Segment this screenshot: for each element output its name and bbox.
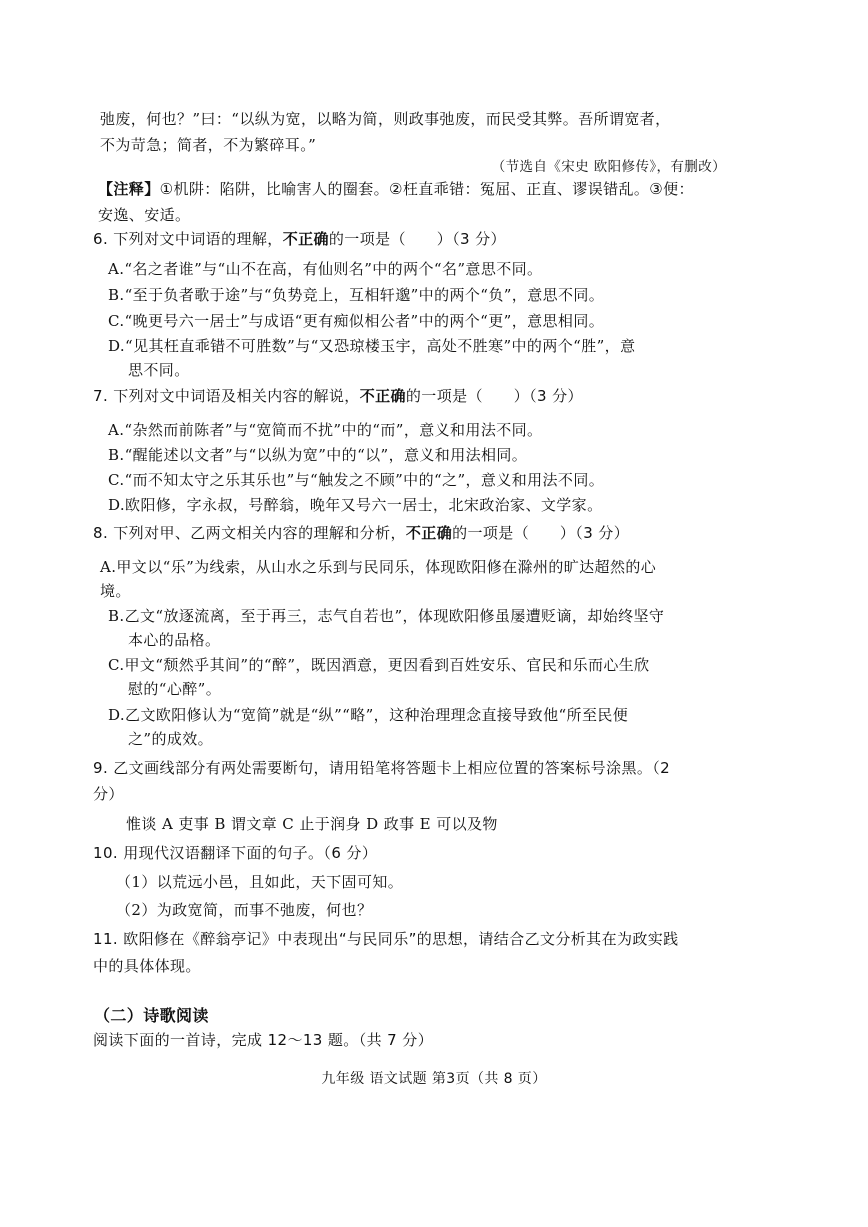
q10-sentence-1: （1）以荒远小邑，且如此，天下固可知。 [116, 873, 404, 891]
q8-option-b-line-1: B.乙文“放逐流离，至于再三，志气自若也”，体现欧阳修虽屡遭贬谪，却始终坚守 [108, 607, 665, 625]
passage-line-1: 弛废，何也？”曰：“以纵为宽，以略为简，则政事弛废，而民受其弊。吾所谓宽者， [100, 110, 671, 128]
q8-option-c-line-1: C.甲文“颓然乎其间”的“醉”，既因酒意，更因看到百姓安乐、官民和乐而心生欣 [108, 656, 650, 674]
q6-option-b: B.“至于负者歌于途”与“负势竞上，互相轩邈”中的两个“负”，意思不同。 [108, 286, 605, 304]
q7-option-b: B.“醒能述以文者”与“以纵为宽”中的“以”，意义和用法相同。 [108, 446, 528, 464]
passage-source: （节选自《宋史 欧阳修传》，有删改） [491, 159, 726, 175]
q8-stem-pre: 8. 下列对甲、乙两文相关内容的理解和分析， [93, 524, 406, 542]
notes-text-1: ①机阱：陷阱，比喻害人的圈套。②枉直乖错：冤屈、正直、谬误错乱。③便： [159, 180, 694, 198]
q11-stem-line-1: 11. 欧阳修在《醉翁亭记》中表现出“与民同乐”的思想，请结合乙文分析其在为政实践 [93, 930, 679, 948]
q6-stem-key: 不正确 [282, 230, 329, 248]
notes-label: 【注释】 [98, 180, 160, 198]
q6-option-d-line-1: D.“见其枉直乖错不可胜数”与“又恐琼楼玉宇，高处不胜寒”中的两个“胜”，意 [108, 337, 636, 355]
q8-option-a-line-1: A.甲文以“乐”为线索，从山水之乐到与民同乐，体现欧阳修在滁州的旷达超然的心 [100, 558, 657, 576]
q6-stem [93, 228, 506, 250]
q8-option-a-line-2: 境。 [100, 582, 131, 600]
q9-stem-line-2: 分） [93, 785, 124, 803]
q8-option-d-line-1: D.乙文欧阳修认为“宽简”就是“纵”“略”，这种治理理念直接导致他“所至民便 [108, 706, 629, 724]
q7-option-d: D.欧阳修，字永叔，号醉翁，晚年又号六一居士，北宋政治家、文学家。 [108, 496, 603, 514]
q10-stem: 10. 用现代汉语翻译下面的句子。（6 分） [93, 844, 378, 862]
q6-stem-pre: 6. 下列对文中词语的理解， [93, 230, 283, 248]
q9-sentence: 惟谈 A 吏事 B 谓文章 C 止于润身 D 政事 E 可以及物 [126, 815, 498, 833]
q6-option-a: A.“名之者谁”与“山不在高，有仙则名”中的两个“名”意思不同。 [108, 260, 543, 278]
q6-option-c: C.“晚更号六一居士”与成语“更有痴似相公者”中的两个“更”，意思相同。 [108, 312, 605, 330]
q8-option-c-line-2: 慰的“心醉”。 [128, 680, 222, 698]
page-footer: 九年级 语文试题 第3页（共 8 页） [321, 1071, 547, 1087]
notes-line-1 [98, 178, 694, 200]
q8-option-b-line-2: 本心的品格。 [128, 631, 221, 649]
q7-option-a: A.“杂然而前陈者”与“宽简而不扰”中的“而”，意义和用法不同。 [108, 421, 543, 439]
q6-stem-post: 的一项是（ ）（3 分） [328, 230, 506, 248]
q7-stem-pre: 7. 下列对文中词语及相关内容的解说， [93, 387, 360, 405]
notes-line-2: 安逸、安适。 [98, 206, 191, 224]
q7-option-c: C.“而不知太守之乐其乐也”与“触发之不顾”中的“之”，意义和用法不同。 [108, 471, 605, 489]
q9-stem-line-1: 9. 乙文画线部分有两处需要断句，请用铅笔将答题卡上相应位置的答案标号涂黑。（2 [93, 759, 671, 777]
q7-stem-post: 的一项是（ ）（3 分） [405, 387, 583, 405]
q7-stem [93, 385, 583, 407]
q8-stem-key: 不正确 [405, 524, 453, 542]
passage-line-2: 不为苛急；简者，不为繁碎耳。” [100, 136, 317, 154]
q8-option-d-line-2: 之”的成效。 [128, 730, 214, 748]
q8-stem [93, 522, 629, 544]
q10-sentence-2: （2）为政宽简，而事不弛废，何也？ [116, 901, 373, 919]
q8-stem-post: 的一项是（ ）（3 分） [452, 524, 630, 542]
q7-stem-key: 不正确 [359, 387, 406, 405]
q6-option-d-line-2: 思不同。 [128, 361, 190, 379]
section-2-intro: 阅读下面的一首诗，完成 12～13 题。（共 7 分） [93, 1031, 434, 1049]
section-2-title: （二）诗歌阅读 [94, 1006, 209, 1025]
q11-stem-line-2: 中的具体体现。 [93, 957, 201, 975]
